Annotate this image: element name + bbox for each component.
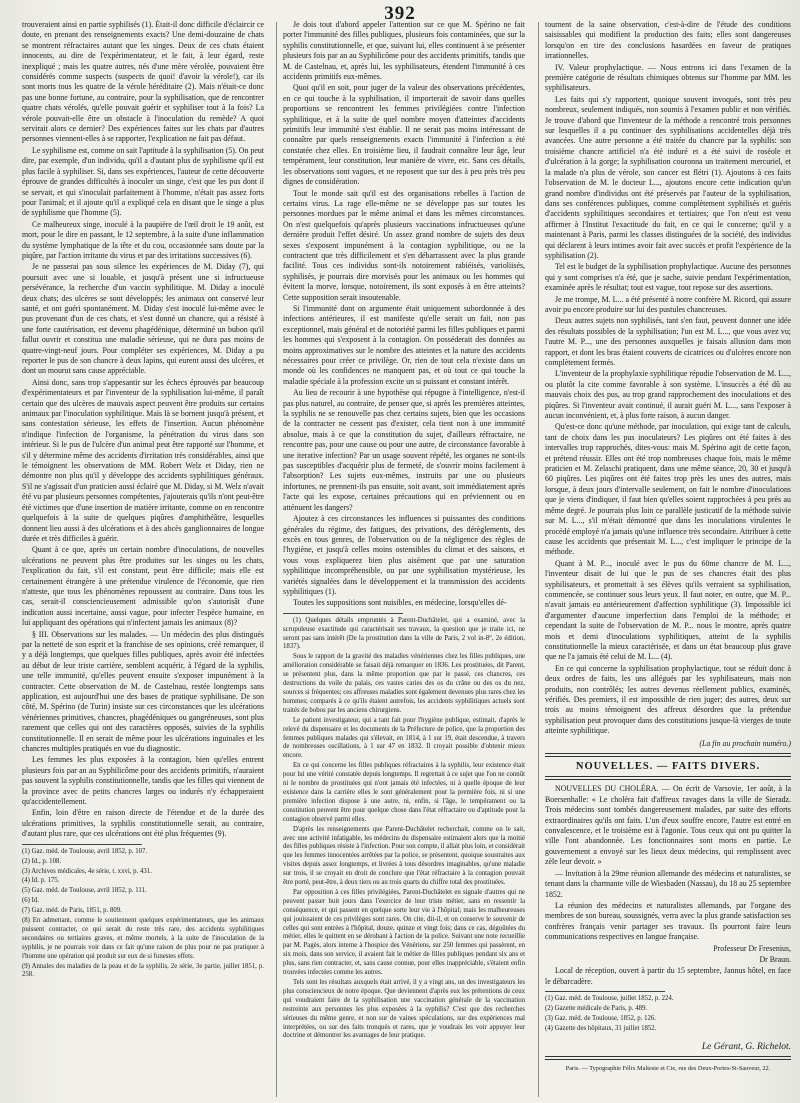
footnote: (4) Gazette des hôpitaux, 31 juillet 1852.	[545, 1024, 657, 1032]
imprint-rule	[545, 1056, 791, 1060]
news-item: Local de réception, ouvert à partir du 15 septembre, Jannus hôtel, en face le débarcadère.	[545, 966, 791, 986]
paragraph: Les femmes les plus exposées à la contagion, bien qu'elles entrent plusieurs fois par an au Syphilicôme pour des accidents primitifs, n'auraient pas souvent la syphilis constitutionnelle, tandis que les filles qui viennent de la province avec de petits chancres larges ou indurés n'y échapperaient qu'accidentellement.	[22, 755, 264, 807]
footnote: (2) Id., p. 108.	[22, 857, 62, 865]
footnote: (1) Gaz. méd. de Toulouse, avril 1852, p. 107.	[22, 847, 148, 855]
paragraph: Ainsi donc, sans trop s'appesantir sur les échecs éprouvés par beaucoup d'expérimentateurs et par l'inventeur de la syphilisation lui-même, il paraît certain que des ulcères de mauvais aspect peuvent être produits sur certains animaux par l'inoculation syphilitique. Mais là se bornent jusqu'à présent, et sans contestation sérieuse, les effets de l'insertion. Aucun phénomène n'indique l'infection de l'organisme, la pénétration du virus dans son intérieur. Si le pus de l'ulcère d'un animal peut être rapporté sur l'homme, et s'il y détermine même des accidents d'irritation très considérables, ainsi que le témoignent les observations de MM. Robert Welz et Diday, rien ne démontre non plus qu'il y développe des accidents syphilitiques généraux. S'il ne s'agissait d'un praticien aussi éclairé que M. Diday, si M. Welz n'avait été vu par plusieurs personnes compétentes, j'ajouterais qu'ils n'ont peut-être été victimes que d'une insertion de matière irritante, comme on en rencontre quelquefois à la suite de quelques piqûres d'amphithéâtre, lesquelles donnent lieu aussi à des ulcérations et à des abcès ganglionnaires de longue durée et très difficiles à guérir.	[22, 377, 264, 543]
column-left	[22, 20, 264, 1100]
paragraph: Le syphilisme est, comme on sait l'aptitude à la syphilisation (5). On peut dire, par exemple, d'un individu, qu'il a d'autant plus de syphilisme qu'il est plus facile à syphiliser. Si, dans ses expériences, l'auteur de cette découverte éprouve de grandes difficultés à inoculer un singe, c'est que les pus dont il se servait, et qui s'inoculait parfaitement à l'homme, n'était pas assez forts pour l'animal; et il ajoute qu'il a expliqué cela en disant que le singe a plus de syphilisme que l'homme (5).	[22, 145, 264, 218]
paragraph: L'inventeur de la prophylaxie syphilitique répudie l'observation de M. L..., ou plutôt la cite comme favorable à son système. L'insuccès a été dû au mauvais choix des pus, au trop grand rapprochement des inoculations et des piqûres. Si l'inventeur avait continué, il aurait guéri M. L..., sans l'exposer à aucun inconvénient, et, à plus forte raison, à aucun danger.	[545, 369, 791, 421]
paragraph: Enfin, loin d'être en raison directe de l'étendue et de la durée des ulcérations primitives, la syphilis constitutionnelle serait, au contraire, d'autant plus rare, que ces ulcérations ont été plus fréquentes (9).	[22, 808, 264, 839]
footnote-rule	[545, 991, 665, 992]
paragraph: Quant à ce que, après un certain nombre d'inoculations, de nouvelles ulcérations ne peuvent plus être produites sur les singes ou les chats, l'explication du fait, s'il est constant, peut être difficile; mais elle est certainement étrangère à une prétendue virulence de l'économie, que rien n'atteste, que tous les phénomènes repoussent au contraire. Dans tous les cas, serait-il consciencieusement admissible qu'on s'autorisât d'une indication aussi incertaine, aussi vague, pour infecter l'espèce humaine, en lui appliquant des opérations qui n'infectent jamais les animaux (8)?	[22, 545, 264, 628]
paragraph: Quant à M. P..., inoculé avec le pus du 60me chancre de M. L..., l'inventeur disait de lui que le pus de ses chancres était des plus syphilisateurs, et promettait à ses élèves qu'ils verraient sa syphilisation, commencée, se continuer sous leurs yeux. Il faut noter, en outre, que M. P... n'avait jamais eu antérieurement d'affection syphilitique (3). Impossible ici d'argumenter d'aucune imperfection dans l'emploi de la méthode; et cependant la suite de l'observation de M. P... nous le montre, après quatre mois et demi d'inoculations syphilitiques, atteint de la syphilis constitutionnelle la mieux caractérisée, et dans un état beaucoup plus grave que ne l'a jamais été celui de M. L... (4).	[545, 558, 791, 662]
footnote: En ce qui concerne les filles publiques réfractaires à la syphilis, leur existence était pour lui une vérité constatée depuis longtemps. Il regrettait à ce sujet que l'on ne connût ni le nombre de prostituées qui n'ont jamais été infectées, ni à quelle époque de leur existence dans la carrière elles le sont généralement pour la première fois, ni si une première infection dispose à une autre, ni, enfin, si l'âge, le tempérament ou la constitution peuvent être pour quelque chose dans l'état réfractaire ou d'aptitude pour la contagion observé parmi elles.	[283, 762, 525, 823]
news-item: NOUVELLES DU CHOLÉRA. — On écrit de Varsovie, 1er août, à la Boersenhalle: « Le choléra fait d'affreux ravages dans la ville de Sieradz. Trois médecins sont tombés dangereusement malades, par suite des efforts extraordinaires qu'ils ont faits. L'un d'eux souffre encore, l'autre est entré en convalescence, et le troisième est à l'agonie. Tous ceux qui ont pu quitter la ville l'ont abandonnée. Les fonctionnaires sont morts en partie. Le gouvernement a envoyé sur les lieux deux médecins, qui remplissent avec zèle leur devoir. »	[545, 784, 791, 867]
paragraph: tournent de la saine observation, c'est-à-dire de l'étude des conditions saisissables qui modifient la production des faits; elles sont dangereuses lorsqu'on en tire des conclusions hasardées en faveur de pratiques irrationnelles.	[545, 20, 791, 61]
section-rule	[545, 776, 791, 780]
news-item: La réunion des médecins et naturalistes allemands, par l'organe des membres de son bureau, soussignés, verra avec la plus grande satisfaction ses confrères français venir partager ses travaux. Ils pourront faire leurs communications respectives en langue française.	[545, 900, 791, 942]
paragraph: Deux autres sujets non syphilisés, tant s'en faut, peuvent donner une idée des résultats possibles de la syphilisation; l'un est M. L..., que vous avez vu; l'autre M. P..., une des personnes auxquelles je faisais allusion dans mon rapport, et dont les bras étaient couverts de cicatrices ou d'ulcères encore non complètement fermés.	[545, 316, 791, 367]
paragraph: Ajoutez à ces circonstances les influences si puissantes des conditions générales du régime, des fatigues, des privations, des dérèglements, des excès en tous genres, de l'observation ou de la négligence des règles de l'hygiène, et jusqu'à celles moins ostensibles du climat et des saisons, et vous vous expliquerez bien plus aisément que par une saturation syphilitique incompréhensible, ou par une syphilisation mystérieuse, les variétés signalées dans le développement et la transmission des accidents syphilitiques (1).	[283, 514, 525, 596]
footnotes	[545, 995, 791, 1034]
paragraph: Ce malheureux singe, inoculé à la paupière de l'œil droit le 19 août, est mort, pour le dire en passant, le 12 septembre, à la suite d'une inflammation du système lymphatique de la tête et du cou, occasionnée sans doute par la piqûre, par l'action irritante du virus et par des irritations successives (6).	[22, 219, 264, 260]
footnotes	[22, 848, 264, 981]
section-title: NOUVELLES. — FAITS DIVERS.	[575, 761, 761, 773]
paragraph: Je me trompe, M. L... a été présenté à notre confrère M. Ricord, qui assure avoir pu encore produire sur lui des pustules chancreuses.	[545, 294, 791, 314]
column-divider	[538, 22, 539, 1097]
printer-imprint: Paris. — Typographie Félix Malteste et Cie, rue des Deux-Portes-St-Sauveur, 22.	[565, 1065, 771, 1073]
footnote: Sous le rapport de la gravité des maladies vénériennes chez les filles publiques, une amélioration considérable se faisait déjà remarquer en 1836. Les prostituées, dit Parent, se présentent plus, dans la même proportion que par le passé, ces chancres, ces destructions du voile du palais, ces vastes caries des os du crâne ou des os du nez, sources si fréquentes; ces affreuses maladies sont également devenues plus rares chez les hommes; comparés à ce qu'ils étaient autrefois, les accidents syphilitiques actuels sont traités de bobos par les anciens chirurgiens.	[283, 653, 525, 714]
footnote: Par opposition à ces filles privilégiées, Parent-Duchâtelet en signale d'autres qui ne peuvent passer huit jours dans l'exercice de leur triste métier, sans en ressentir la conséquence, et qui passent en quelque sorte leur vie à l'hôpital; mais les malheureuses qui jouissaient de ces privilèges sont rares. On cite, dit-il, et on conserve le souvenir de celles qui sont entrées à l'hôpital, douze, quinze et vingt fois; dans ce cas, dégoûtées du métier, elles le quittent en se dérobant à l'action de la police. Suivant une note recueillie par M. Pagès, alors interne à l'hospice des Vénériens, sur 250 femmes qui passèrent, en six mois, dans son service, il avaient fait le métier de filles publiques pendant six ans et plus, sans rien contracter, et, sans cause connue, pour elles inappréciable, s'étaient enfin trouvées infectées comme les autres.	[283, 888, 525, 977]
column-right	[545, 20, 791, 1100]
footnote: (6) Id.	[22, 897, 39, 905]
paragraph: § III. Observations sur les malades. — Un médecin des plus distingués par la netteté de son esprit et la franchise de ses opinions, créé remarquer, il y a déjà longtemps, que quelques filles publiques, après avoir été infectées au début de leur triste carrière, semblent acquérir, à l'égard de la syphilis, une telle immunité, qu'elles peuvent ensuite s'exposer impunément à la contracter. Cette observation de M. de Castelnau, restée longtemps sans application, est aujourd'hui une des bases de pratique syphilisane. De son côté, M. Spérino (de Turin) insiste sur ces circonstances que les ulcérations vénériennes primitives, chancres, phagédéniques ou gangréneuses, sont plus rarement que celles qui ont des caractères opposés, suivies de la syphilis constitutionnelle. Il en serait de même pour les ulcérations inguinales et les chancres multiples pratiqués en vue du diagnostic.	[22, 629, 264, 754]
paragraph: Au lieu de recourir à une hypothèse qui répugne à l'intelligence, n'est-il pas plus naturel, au contraire, de penser que, si après les premières atteintes, la syphilis ne se renouvelle pas chez certains sujets, bien que les occasions de la contracter ne cessent pas d'exister, cela tient non à une immunité absolue, mais à ce que la constitution du sujet, d'ailleurs réfractaire, ne rencontre pas, pour une cause ou pour une autre, de circonstance favorable à une iterative infection? Par un usage souvent répété, les organes ne sont-ils pas susceptibles d'acquérir plus de fermeté, de s'ouvrir moins facilement à l'absorption? Les sujets eux-mêmes, instruits par une ou plusieurs infortunes, ne prennent-ils pas ensuite, soit avant, soit immédiatement après l'acte qui les expose, certaines précautions qui en préviennent ou en atténuent les dangers?	[283, 388, 525, 512]
footnote-rule	[22, 844, 142, 845]
footnote: (2) Gazette médicale de Paris, p. 489.	[545, 1005, 648, 1013]
paragraph: Tout le monde sait qu'il est des organisations rebelles à l'action de certains virus. La rage elle-même ne se développe pas sur toutes les personnes mordues par le même animal et dans les mêmes circonstances. On n'est quelquefois qu'après plusieurs vaccinations infructueuses qu'une dernière produit l'effet désiré. Un assez grand nombre de sujets des deux sexes s'exposent impunément à la contagion syphilitique, ou ne la contractent que très difficilement et s'en débarrassent avec la plus grande facilité. Tous ces individus sont-ils notoirement rabiéisés, varioliisés, syphilisés, je pourrais dire morvisés pour les animaux ou les hommes qui évitent la morve, lorsque, notoirement, ils sont exposés à en être atteints? Cette supposition serait insoutenable.	[283, 188, 525, 302]
footnote: (7) Gaz. méd. de Paris, 1851, p. 809.	[22, 907, 122, 915]
footnote: (1) Quelques détails empruntés à Parent-Duchâtelet, qui a examiné, avec la scrupuleuse exactitude qui caractérisait ses travaux, la question que je traite ici, ne seront pas sans intérêt (De la prostitution dans la ville de Paris, 2 vol in-8°, 2e édition, 1837).	[283, 616, 525, 651]
signature: Dr Braun.	[759, 954, 791, 964]
paragraph: Je ne passerai pas sous silence les expériences de M. Diday (7), qui poursuit avec une si louable, et jusqu'à présent une si infructueuse persévérance, la recherche d'un vaccin syphilitique. M. Diday a inoculé deux chats; des ulcères se sont développés; les animaux ont conservé leur santé, et ont guéri spontanément. M. Diday s'est inoculé lui-même avec le pus provenant d'un de ces chats, et s'est donné un chancre, qui a résisté à une forte cautérisation, est devenu phagédénique, déterminé un bubon qu'il fallut ouvrir et constitua une maladie sérieuse, qui ne dura pas moins de quatre-vingt-neuf jours. Pour compléter ses expériences, M. Diday a pu reporter le pus de son chancre à deux lapins, qui eurent aussi des ulcères, et dont un mourut sans cause appréciable.	[22, 262, 264, 376]
paragraph: Les faits qui s'y rapportent, quoique souvent invoqués, sont très peu nombreux, seulement indiqués, non soumis à l'examen public et non vérifiés. Je trouve d'abord que l'inventeur de la méthode a rencontré trois personnes sur lesquelles il a pu continuer des syphilisations accidentelles déjà très avancées. Une autre personne a été traitée du chancre par la syphilis: son troisième chancre artificiel n'a été induré et a été suivi de roséole et d'ulcération à la gorge; la syphilisation couronna un traitement mercuriel, et la malade n'a plus de vérole, son cancer est flétri (1). Ajoutons à ces faits l'observation de M. le docteur L..., ajoutons encore cette indication qu'un grand nombre d'individus ont été préservés par l'auteur de la syphilisation, dans ses conférences publiques, comme complètement syphilisés et guéris d'accidents syphilitiques secondaires et tertiaires; que l'on n'eut est venu affirmer à l'Institut l'exactitude du fait, en ce qui le concerne; qu'il y a maintenant à Paris, parmi les classes distinguées de la société, des individus qui déclarent à leurs intimes avoir fait avec succès et profit l'expérience de la syphilisation (2).	[545, 94, 791, 260]
paragraph: Quoi qu'il en soit, pour juger de la valeur des observations précédentes, en ce qui touche à la syphilisation, il importerait de savoir dans quelles proportions se rencontrent les femmes privilégiées contre l'infection syphilitique, et à la suite de quel nombre moyen d'atteintes d'accidents primitifs leur immunité s'est établie. Il ne serait pas moins intéressant de connaître par quels renseignements exacts l'immunité à l'infection a été constatée chez elles. En troisième lieu, il faudrait connaître leur âge, leur tempérament, leur constitution, leur manière de vivre, etc. Sans ces détails, les observations sont vagues, et ne reposent que sur des à peu près très peu dignes de considération.	[283, 83, 525, 187]
paragraph: Toutes les suppositions sont nuisibles, en médecine, lorsqu'elles dé-	[293, 598, 507, 608]
column-middle	[283, 20, 525, 1100]
footnote: (4) Id. p. 175.	[22, 877, 60, 885]
footnote-rule	[283, 613, 403, 614]
editor-signature: Le Gérant, G. Richelot.	[701, 1041, 791, 1052]
footnote: Tels sont les résultats auxquels était arrivé, il y a vingt ans, un des investigateurs les plus consciencieux de notre époque. Que deviennent d'après eux les prétentions de ceux qui voudraient faire de la syphilisation une vaccination générale de la vaccination restreinte aux personnes les plus exposées à la syphilis? C'est que des recherches sérieuses du même genre, et non sur de vaines spéculations, sur des expériences mal interprétées, ou sur des faits tronqués et rares, que je voudrais les voir appuyer leur doctrine et démontrer les avantages de leur pratique.	[283, 979, 525, 1040]
footnote: (5) Gaz. méd. de Toulouse, avril 1852, p. 111.	[22, 887, 147, 895]
footnote: D'après les renseignements que Parent-Duchâtelet recherchait, comme on le sait, avec une activité infatigable, les médecins du dispensaire estimaient alors que la moitié des filles publiques résiste à l'infection. Pour son compte, il allait plus loin, et considérait que les femmes innocentées arrêtées par la police, se présentent, quoique soustraites aux visites depuis assez longtemps, et livrées à tous désordres imaginables, qu'une maladie sur trois, il se croyait en droit de conclure que l'état réfractaire à la contagion pouvait être porté, peut-être, à deux tiers ou au trois quarts du chiffre total des prostituées.	[283, 825, 525, 887]
paragraph: Tel est le budget de la syphilisation prophylactique. Aucune des personnes qui y sont comprises n'a été, que je sache, suivie pendant l'expérimentation, examinée après le résultat; tout est vague, tout repose sur des assertions.	[545, 262, 791, 293]
footnote: (1) Gaz. méd. de Toulouse, juillet 1852, p. 224.	[545, 995, 674, 1003]
paragraph: trouveraient ainsi en partie syphilisés (1). Était-il donc difficile d'éclaircir ce doute, en prenant des renseignements exacts? Une demi-douzaine de chats se montrent réfractaires autant que les singes. Deux de ces chats étaient innocents, au dire de l'expérimentateur, et le fait, à leur égard, reste inexpliqué ; mais les quatre autres, nés d'une mère vérolée, pouvaient être considérés comme suspects (suspects de quoi! d'avoir la vérole!), car ils sont morts tous les quatre de la vérole héréditaire (2). Mais n'était-ce donc pas une bonne fortune, au contraire, pour la syphilisation, que de rencontrer quatre chats vérolés, qu'elle pouvait guérir et syphiliser tout à la fois? La vérole pouvait-elle être un obstacle à l'inoculation du remède? A quoi servirait alors ce dernier? Des expériences faites sur les chats par d'autres personnes viennent-elles à se rapporter, l'explication ne fait pas défaut.	[22, 20, 264, 144]
paragraph: En ce qui concerne la syphilisation prophylactique, tout se réduit donc à deux ordres de faits, les uns allégués par les syphilisateurs, mais non produits, non contrôlés; les autres devenus réellement publics, examinés, vérifiés. Des premiers, il est impossible de rien juger; des autres, deux sur trois au moins témoignent des affreux désordres que la prétendue syphilisation peut provoquer dans des constitutions jusque-là vierges de toute atteinte syphilitique.	[545, 663, 791, 736]
footnote: (9) Annales des maladies de la peau et de la syphilis, 2e série, 3e partie, juillet 1851, p. 258.	[22, 962, 264, 979]
footnote: (8) En admettant, comme le soutiennent quelques expérimentateurs, que les animaux puissent contracter, ce qui serait du reste très rare, des accidents syphilitiques secondaires ou tertiaires graves, et même mortels, à la suite de l'inoculation de la syphilis, je ne pourrais voir dans ce fait qu'une raison de plus pour ne pas pratiquer à l'homme une opération qui produit sur eux de si funestes effets.	[22, 917, 264, 960]
paragraph: Qu'est-ce donc qu'une méthode, par inoculation, qui exige tant de calculs, tant de choix dans les pus inoculateurs? Les piqûres ont été faites à des intervalles trop rapprochés, dites-vous: mais M. Spérino agit de cette façon, et prétend réussir. Elles ont été trop nombreuses chaque fois, mais le même praticien et M. Zelaschi pratiquent, dans une même séance, 20, 30 et jusqu'à 60 piqûres. Les piqûres ont été faites trop près les unes des autres, mais lorsque, à deux jours d'intervalle seulement, on fait le nombre d'inoculations que je viens d'indiquer, il faut bien qu'elles soient rapprochées à peu près au même degré. Je pourrais plus loin ce parallèle justicatif de la méthode suivie sur M. L..., s'il m'était démontré que dans les inoculations virulentes le procédé employé n'a jamais qu'une influence très secondaire. Attribuer à cette cause les accidents que présentait M. L..., c'est impliquer le principe de la méthode.	[545, 422, 791, 557]
footnote: (3) Gaz. méd. de Toulouse, 1852, p. 126.	[545, 1014, 656, 1022]
continuation-note: (La fin au prochain numéro.)	[699, 738, 791, 748]
section-rule	[545, 753, 791, 757]
page-number: 392	[384, 3, 416, 24]
paragraph: IV. Valeur prophylactique. — Nous entrons ici dans l'examen de la première catégorie de résultats chimiques obtenus sur l'homme par MM. les syphilisateurs.	[545, 62, 791, 93]
paragraph: Je dois tout d'abord appeler l'attention sur ce que M. Spérino ne fait porter l'immunité des filles publiques, plusieurs fois contaminées, que sur la syphilis constitutionnelle, et que, suivant lui, elles continuent à se présenter plusieurs fois par an au Syphilicôme pour des accidents primitifs, tandis que M. de Castelnau, et, après lui, les syphilisateurs, étendent l'immunité à ces accidents primitifs eux-mêmes.	[283, 20, 525, 82]
column-divider	[276, 22, 277, 1097]
paragraph: Si l'immunité dont on argumente était uniquement subordonnée à des infections antérieures, il est manifeste qu'elle serait un fait, non pas exceptionnel, mais général et de notoriété parmi les filles publiques et parmi les hommes qui s'exposent à la contagion. On posséderait des données au moins approximatives sur le nombre des atteintes et la nature des accidents nécessaires pour créer ce privilège. Or, rien de tout cela n'existe dans un monde où les confidences ne manquent pas, et où tout ce qui touche la maladie spéciale à la profession excite un si puissant et constant intérêt.	[283, 303, 525, 386]
news-item: — Invitation à la 29me réunion allemande des médecins et naturalistes, se tenant dans la charmante ville de Wiesbaden (Nassau), du 18 au 25 septembre 1852.	[545, 868, 791, 899]
footnote: Le patient investigateur, qui a tant fait pour l'hygiène publique, estimait, d'après le relevé du dispensaire et les documents de la Préfecture de police, que la proportion des femmes publiques malades qui s'élevait, en 1814, à 1 sur 19, était descendue, à travers de nombreuses oscillations, à 1 sur 47 en 1832. Il croyait possible d'obtenir mieux encore.	[283, 716, 525, 760]
footnotes	[283, 617, 525, 1042]
footnote: (3) Archives médicales, 4e série, t. xxvi, p. 431.	[22, 867, 152, 875]
signature: Professeur Dr Fresenius,	[713, 943, 791, 953]
